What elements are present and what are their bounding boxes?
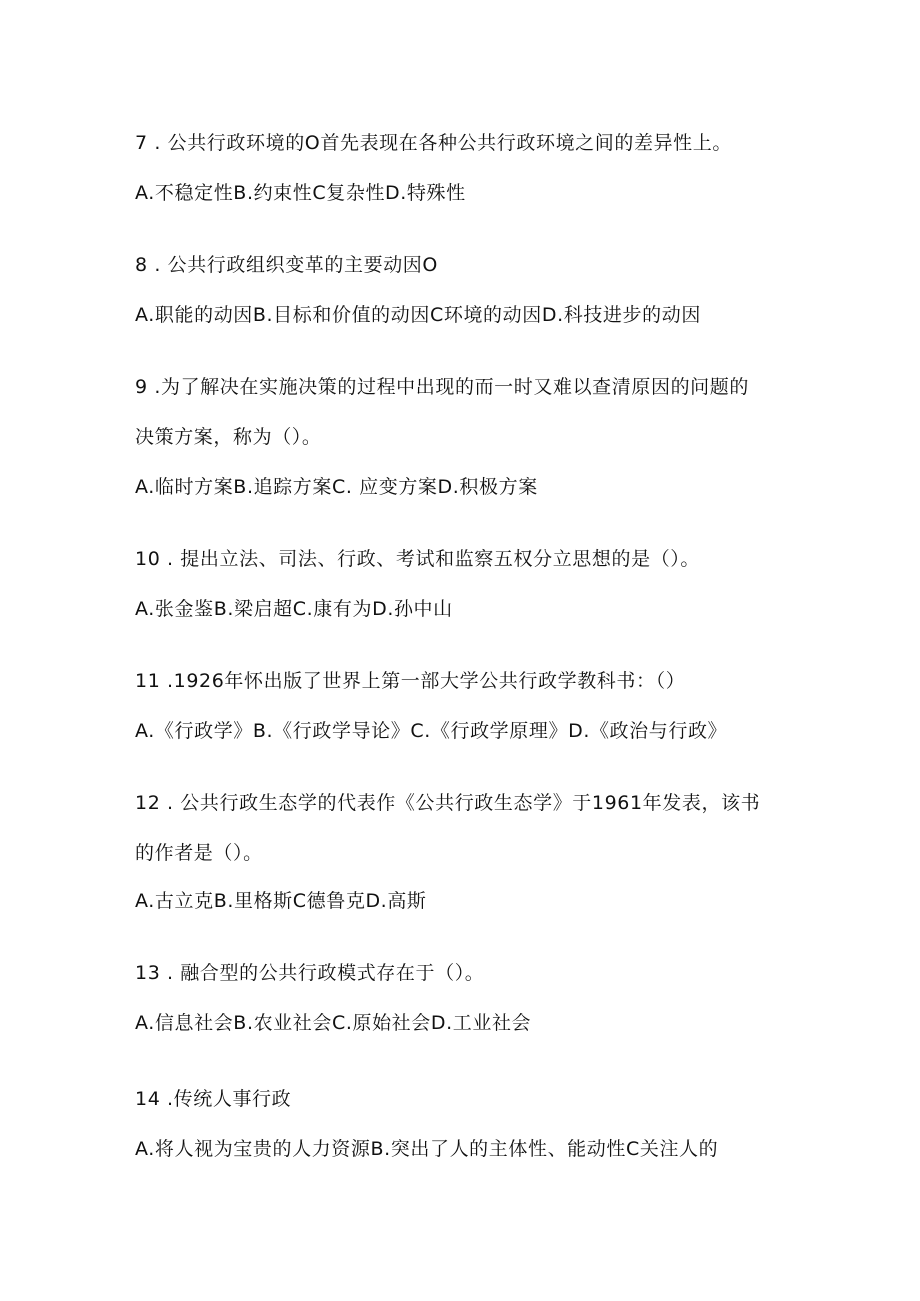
question-8-options: A.职能的动因B.目标和价值的动因C环境的动因D.科技进步的动因 [135,304,701,326]
question-11-stem: 11 .1926年怀出版了世界上第一部大学公共行政学教科书：（） [135,670,686,692]
question-14-stem: 14 .传统人事行政 [135,1088,292,1110]
question-14-options: A.将人视为宝贵的人力资源B.突出了人的主体性、能动性C关注人的 [135,1138,719,1160]
question-8-stem: 8 . 公共行政组织变革的主要动因O [135,254,438,276]
question-12-stem-line1: 12 . 公共行政生态学的代表作《公共行政生态学》于1961年发表，该书 [135,792,761,814]
question-12-stem-line2: 的作者是（）。 [135,842,263,864]
question-10-stem: 10 . 提出立法、司法、行政、考试和监察五权分立思想的是（）。 [135,548,700,570]
question-9-stem-line2: 决策方案，称为（）。 [135,426,322,448]
question-10-options: A.张金鉴B.梁启超C.康有为D.孙中山 [135,598,453,620]
question-7-stem: 7 . 公共行政环境的O首先表现在各种公共行政环境之间的差异性上。 [135,132,732,154]
question-9-stem-line1: 9 .为了解决在实施决策的过程中出现的而一时又难以查清原因的问题的 [135,376,749,398]
question-9-options: A.临时方案B.追踪方案C. 应变方案D.积极方案 [135,476,538,498]
question-13-options: A.信息社会B.农业社会C.原始社会D.工业社会 [135,1012,532,1034]
question-13-stem: 13 . 融合型的公共行政模式存在于（）。 [135,962,485,984]
question-7-options: A.不稳定性B.约束性C复杂性D.特殊性 [135,182,466,204]
question-12-options: A.古立克B.里格斯C德鲁克D.高斯 [135,890,427,912]
question-11-options: A.《行政学》B.《行政学导论》C.《行政学原理》D.《政治与行政》 [135,720,728,742]
